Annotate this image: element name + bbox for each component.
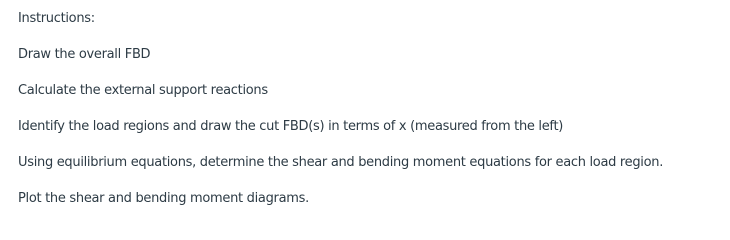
instruction-step: Draw the overall FBD: [18, 47, 151, 62]
instruction-step: Identify the load regions and draw the cut FBD(s) in terms of x (measured from the left): [18, 119, 564, 134]
instructions-heading: Instructions:: [18, 11, 95, 26]
instruction-step: Plot the shear and bending moment diagrams.: [18, 191, 309, 206]
instruction-step: Using equilibrium equations, determine the shear and bending moment equations for each load region.: [18, 155, 664, 170]
instruction-step: Calculate the external support reactions: [18, 83, 268, 98]
